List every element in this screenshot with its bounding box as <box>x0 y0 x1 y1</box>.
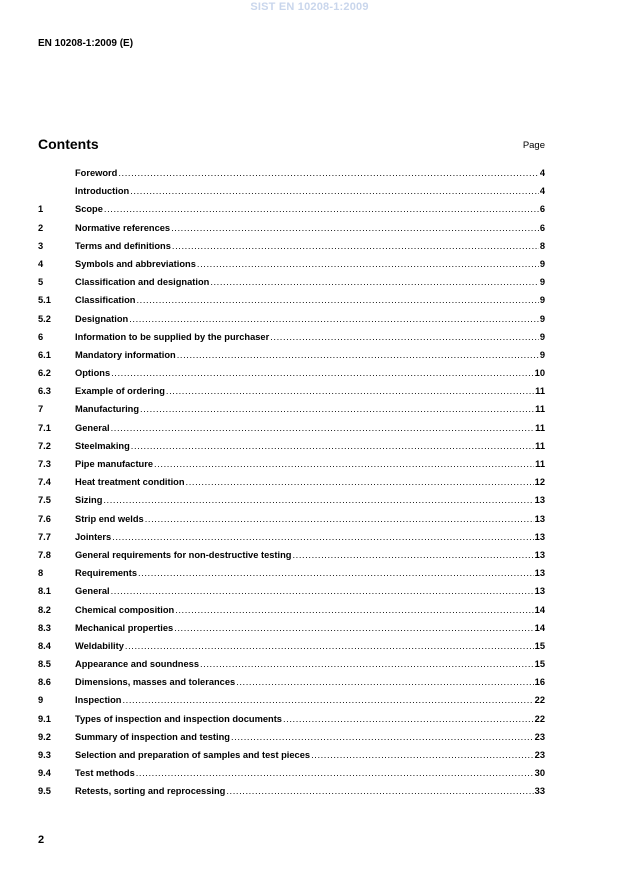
toc-entry[interactable] <box>38 277 545 295</box>
toc-entry-number: 9.5 <box>38 786 51 797</box>
toc-dot-leader <box>171 223 539 233</box>
contents-heading: Contents <box>38 136 99 152</box>
toc-entry-title: Strip end welds <box>75 513 144 524</box>
toc-entry-title: Dimensions, masses and tolerances <box>75 677 236 688</box>
toc-entry-number: 7.3 <box>38 459 51 469</box>
toc-entry[interactable] <box>38 350 545 368</box>
toc-entry-title: General requirements for non-destructive testing <box>75 549 292 560</box>
toc-entry-title: General <box>75 422 110 433</box>
watermark: SIST EN 10208-1:2009 <box>250 1 369 13</box>
toc-entry-title: Introduction <box>75 186 130 197</box>
toc-dot-leader <box>154 459 534 469</box>
toc-entry[interactable] <box>38 259 545 277</box>
toc-entry[interactable] <box>38 441 545 459</box>
toc-entry-title: Inspection <box>75 695 122 706</box>
toc-entry-page: 13 <box>534 568 545 579</box>
toc-entry-number: 9.3 <box>38 750 51 760</box>
toc-entry-number: 9 <box>38 695 44 706</box>
toc-entry[interactable] <box>38 750 545 768</box>
toc-entry-number: 9.2 <box>38 731 51 742</box>
toc-entry[interactable] <box>38 423 545 441</box>
toc-dot-leader <box>231 732 534 742</box>
toc-dot-leader <box>175 605 533 615</box>
toc-entry-page: 4 <box>539 168 545 178</box>
toc-dot-leader <box>125 641 534 651</box>
toc-entry-title: Mandatory information <box>75 349 176 360</box>
toc-entry-title: Steelmaking <box>75 440 130 451</box>
toc-entry[interactable] <box>38 204 545 222</box>
toc-entry-number: 7.5 <box>38 495 51 506</box>
toc-entry[interactable] <box>38 641 545 659</box>
toc-entry-title: Foreword <box>75 168 118 178</box>
toc-entry-number: 7.8 <box>38 549 51 560</box>
toc-entry-page: 16 <box>534 677 545 688</box>
toc-entry-page: 11 <box>535 422 545 433</box>
toc-entry[interactable] <box>38 186 545 204</box>
toc-entry-page: 22 <box>534 695 545 706</box>
toc-entry-title: Weldability <box>75 640 124 651</box>
toc-entry-number: 6 <box>38 331 44 342</box>
toc-entry-number: 6.3 <box>38 386 51 397</box>
toc-entry-page: 11 <box>535 459 545 469</box>
toc-entry-title: Requirements <box>75 568 137 579</box>
toc-entry-title: Sizing <box>75 495 103 506</box>
toc-entry[interactable] <box>38 550 545 568</box>
toc-entry[interactable] <box>38 695 545 713</box>
toc-dot-leader <box>172 241 539 251</box>
toc-dot-leader <box>140 404 534 414</box>
toc-dot-leader <box>210 277 539 287</box>
toc-entry-number: 8.4 <box>38 640 51 651</box>
toc-entry-page: 14 <box>534 622 545 633</box>
toc-entry[interactable] <box>38 459 545 477</box>
toc-entry-title: Classification <box>75 295 136 306</box>
table-of-contents <box>38 168 545 805</box>
toc-entry[interactable] <box>38 168 545 186</box>
toc-entry-page: 13 <box>534 495 545 506</box>
page-number: 2 <box>38 834 45 846</box>
toc-entry-number: 6.2 <box>38 368 51 379</box>
toc-entry[interactable] <box>38 659 545 677</box>
toc-entry-number: 7.1 <box>38 422 51 433</box>
toc-dot-leader <box>129 314 539 324</box>
toc-dot-leader <box>123 695 534 705</box>
toc-entry-page: 15 <box>534 640 545 651</box>
toc-entry-page: 12 <box>534 477 545 488</box>
toc-dot-leader <box>131 441 534 451</box>
toc-entry-number: 7.4 <box>38 477 51 488</box>
toc-entry-title: Designation <box>75 313 129 324</box>
toc-dot-leader <box>138 568 534 578</box>
toc-dot-leader <box>111 368 534 378</box>
toc-entry[interactable] <box>38 586 545 604</box>
toc-entry-page: 22 <box>534 713 545 724</box>
toc-entry[interactable] <box>38 786 545 804</box>
toc-entry-page: 10 <box>534 368 545 379</box>
toc-entry[interactable] <box>38 241 545 259</box>
toc-entry-page: 15 <box>534 659 545 670</box>
toc-entry-number: 2 <box>38 222 44 233</box>
toc-entry-title: Pipe manufacture <box>75 459 154 469</box>
toc-entry-title: Summary of inspection and testing <box>75 731 230 742</box>
document-id: EN 10208-1:2009 (E) <box>38 38 134 49</box>
toc-entry-title: Selection and preparation of samples and test pieces <box>75 750 311 760</box>
toc-entry-page: 4 <box>539 186 545 197</box>
toc-entry-number: 7.2 <box>38 440 51 451</box>
toc-entry-title: Scope <box>75 204 103 215</box>
toc-entry[interactable] <box>38 332 545 350</box>
toc-entry[interactable] <box>38 404 545 422</box>
toc-entry-title: Types of inspection and inspection documents <box>75 713 282 724</box>
toc-entry-title: General <box>75 586 110 597</box>
toc-entry-page: 9 <box>539 349 545 360</box>
toc-entry-title: Options <box>75 368 111 379</box>
toc-entry[interactable] <box>38 295 545 313</box>
page-column-label: Page <box>522 140 545 151</box>
toc-entry-number: 1 <box>38 204 44 215</box>
toc-dot-leader <box>200 659 534 669</box>
toc-entry[interactable] <box>38 495 545 513</box>
toc-entry-title: Heat treatment condition <box>75 477 185 488</box>
toc-entry-number: 4 <box>38 258 44 269</box>
toc-entry-title: Classification and designation <box>75 277 210 288</box>
toc-entry-title: Test methods <box>75 768 135 779</box>
toc-entry-page: 30 <box>534 768 545 779</box>
toc-dot-leader <box>111 586 534 596</box>
toc-entry-page: 9 <box>539 277 545 288</box>
toc-dot-leader <box>166 386 534 396</box>
toc-entry-number: 8.2 <box>38 604 51 615</box>
toc-dot-leader <box>130 186 539 196</box>
toc-entry[interactable] <box>38 368 545 386</box>
toc-entry-page: 13 <box>534 549 545 560</box>
toc-entry-number: 5 <box>38 277 44 288</box>
toc-dot-leader <box>104 204 539 214</box>
toc-dot-leader <box>145 514 534 524</box>
toc-dot-leader <box>111 423 535 433</box>
toc-entry-number: 8.3 <box>38 622 51 633</box>
toc-entry-number: 5.1 <box>38 295 51 306</box>
toc-entry-page: 14 <box>534 604 545 615</box>
toc-dot-leader <box>112 532 533 542</box>
toc-entry-page: 9 <box>539 313 545 324</box>
toc-entry[interactable] <box>38 477 545 495</box>
toc-entry-page: 13 <box>534 531 545 542</box>
toc-entry-page: 8 <box>539 240 545 251</box>
toc-entry-title: Jointers <box>75 531 112 542</box>
toc-entry-title: Information to be supplied by the purchaser <box>75 331 270 342</box>
toc-entry[interactable] <box>38 314 545 332</box>
toc-dot-leader <box>292 550 533 560</box>
toc-entry[interactable] <box>38 605 545 623</box>
toc-entry-page: 11 <box>535 404 545 415</box>
toc-entry-number: 6.1 <box>38 349 51 360</box>
toc-dot-leader <box>197 259 539 269</box>
toc-entry-number: 9.1 <box>38 713 51 724</box>
toc-entry-title: Retests, sorting and reprocessing <box>75 786 226 797</box>
toc-entry-number: 7.7 <box>38 531 51 542</box>
toc-dot-leader <box>103 495 533 505</box>
toc-entry-number: 9.4 <box>38 768 51 779</box>
toc-dot-leader <box>186 477 534 487</box>
toc-entry[interactable] <box>38 568 545 586</box>
toc-dot-leader <box>118 168 538 178</box>
toc-entry[interactable] <box>38 677 545 695</box>
toc-entry-page: 33 <box>534 786 545 797</box>
toc-entry-page: 13 <box>534 586 545 597</box>
toc-dot-leader <box>311 750 534 760</box>
toc-entry[interactable] <box>38 223 545 241</box>
toc-entry[interactable] <box>38 386 545 404</box>
toc-entry[interactable] <box>38 532 545 550</box>
toc-entry-title: Appearance and soundness <box>75 659 199 670</box>
toc-dot-leader <box>177 350 539 360</box>
toc-dot-leader <box>236 677 533 687</box>
toc-entry-title: Chemical composition <box>75 604 175 615</box>
toc-entry-number: 3 <box>38 240 44 251</box>
toc-entry-title: Terms and definitions <box>75 240 171 251</box>
toc-entry-number: 8.6 <box>38 677 51 688</box>
toc-entry-number: 5.2 <box>38 313 51 324</box>
toc-entry-page: 11 <box>535 440 545 451</box>
toc-entry-number: 7.6 <box>38 513 51 524</box>
toc-entry-page: 13 <box>534 513 545 524</box>
toc-entry-title: Example of ordering <box>75 386 165 397</box>
toc-entry-title: Mechanical properties <box>75 622 174 633</box>
toc-entry[interactable] <box>38 623 545 641</box>
toc-dot-leader <box>136 768 534 778</box>
toc-entry-title: Manufacturing <box>75 404 140 415</box>
toc-dot-leader <box>283 714 534 724</box>
toc-entry-number: 8 <box>38 568 44 579</box>
toc-entry-page: 23 <box>534 731 545 742</box>
toc-entry-page: 6 <box>539 204 545 215</box>
toc-dot-leader <box>226 786 533 796</box>
toc-entry-page: 9 <box>539 258 545 269</box>
toc-entry-title: Normative references <box>75 222 171 233</box>
toc-entry[interactable] <box>38 514 545 532</box>
toc-entry-number: 8.5 <box>38 659 51 670</box>
toc-dot-leader <box>174 623 533 633</box>
toc-entry-page: 9 <box>539 295 545 306</box>
toc-entry[interactable] <box>38 768 545 786</box>
toc-dot-leader <box>270 332 539 342</box>
toc-entry-title: Symbols and abbreviations <box>75 258 196 269</box>
toc-entry-page: 6 <box>539 222 545 233</box>
toc-entry[interactable] <box>38 714 545 732</box>
toc-dot-leader <box>136 295 538 305</box>
toc-entry-number: 8.1 <box>38 586 51 597</box>
toc-entry-number: 7 <box>38 404 44 415</box>
toc-entry-page: 23 <box>534 750 545 760</box>
toc-entry-page: 11 <box>535 386 545 397</box>
toc-entry-page: 9 <box>539 331 545 342</box>
toc-entry[interactable] <box>38 732 545 750</box>
